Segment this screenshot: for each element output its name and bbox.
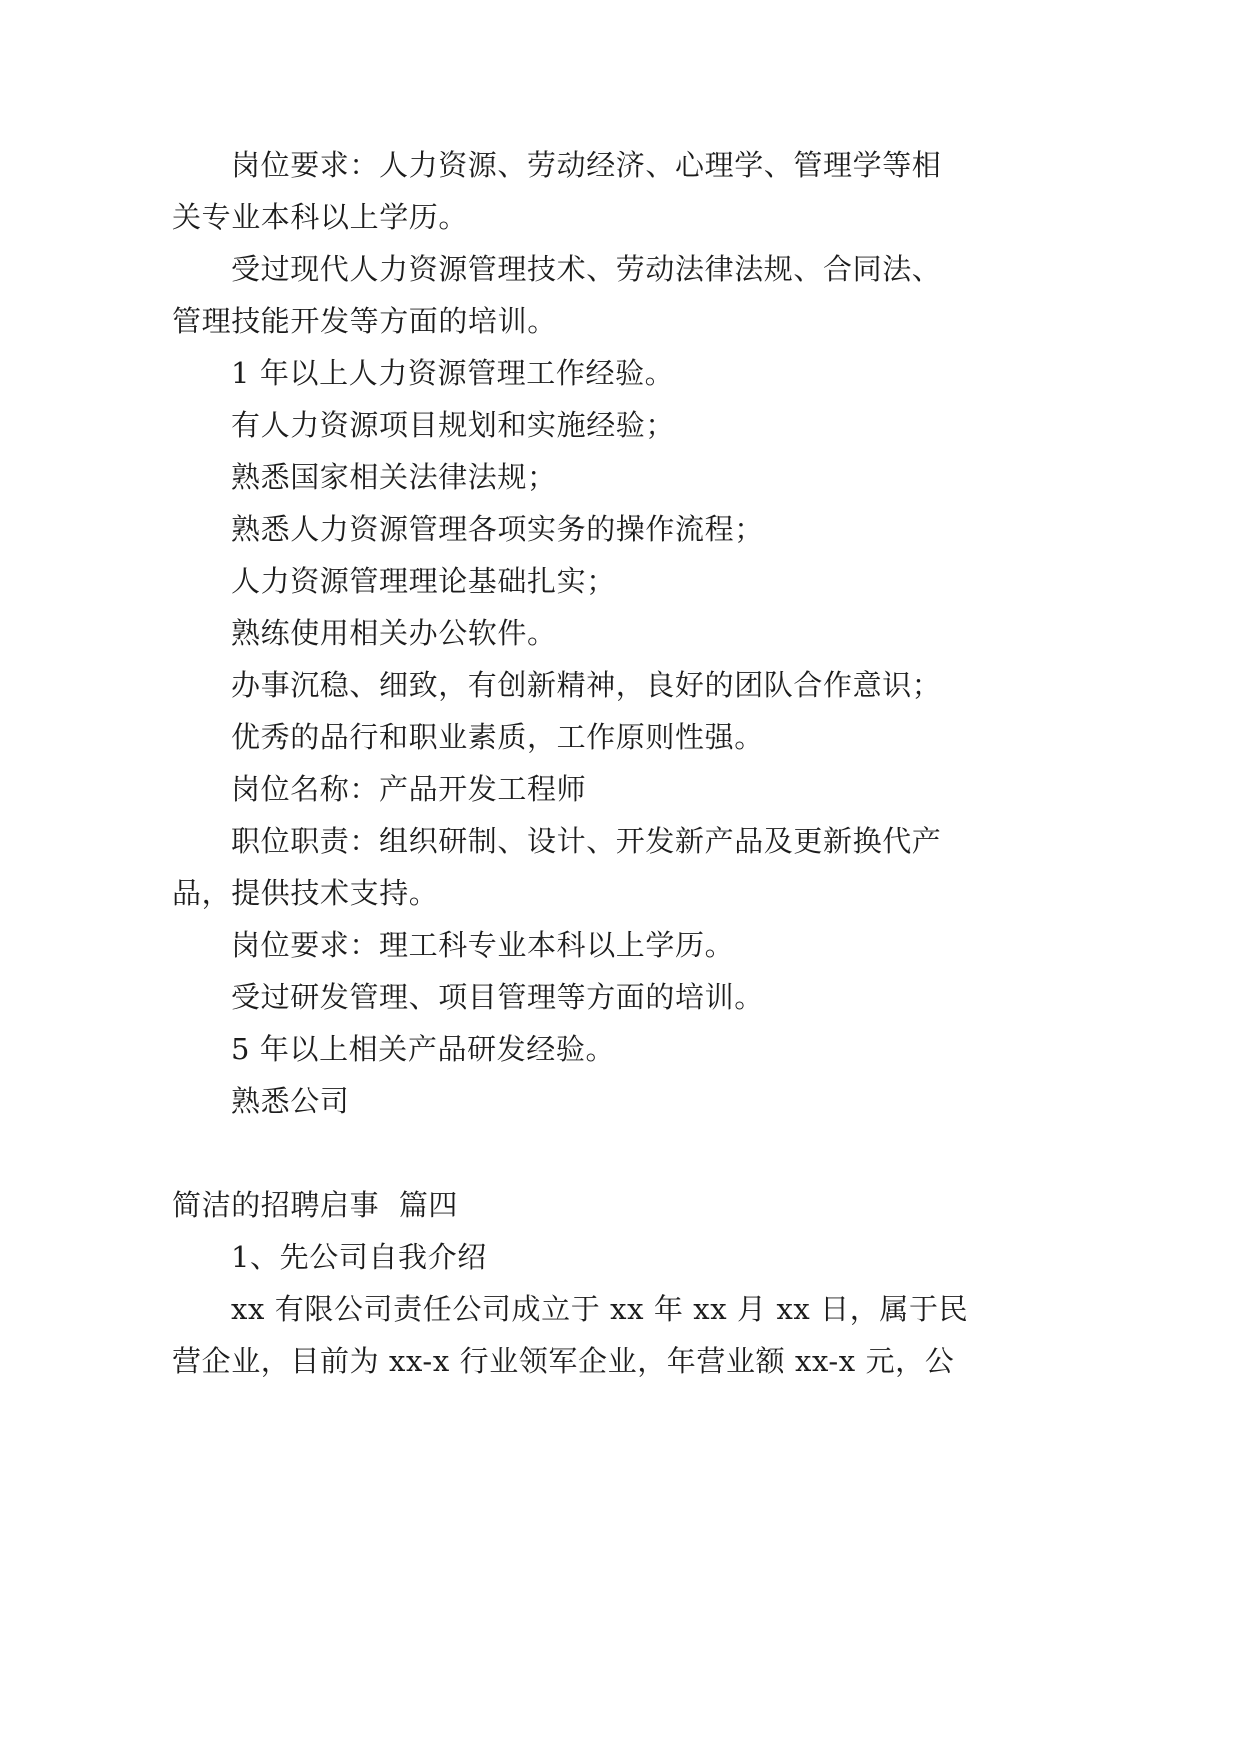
text-line: 受过研发管理、项目管理等方面的培训。 bbox=[231, 980, 764, 1014]
paragraph bbox=[172, 1231, 1241, 1283]
text-line: 营企业，目前为 xx-x 行业领军企业，年营业额 xx-x 元，公 bbox=[172, 1344, 955, 1378]
text-line: 人力资源管理理论基础扎实； bbox=[231, 564, 616, 598]
paragraph bbox=[172, 659, 1241, 711]
text-line: 管理技能开发等方面的培训。 bbox=[172, 304, 557, 338]
text-line: 1 年以上人力资源管理工作经验。 bbox=[231, 356, 675, 390]
paragraph bbox=[172, 815, 1241, 919]
paragraph bbox=[172, 1283, 1241, 1387]
text-line: 岗位要求：理工科专业本科以上学历。 bbox=[231, 928, 735, 962]
paragraph bbox=[172, 451, 1241, 503]
paragraph bbox=[172, 763, 1241, 815]
text-line: xx 有限公司责任公司成立于 xx 年 xx 月 xx 日，属于民 bbox=[231, 1292, 969, 1326]
paragraph bbox=[172, 347, 1241, 399]
paragraph bbox=[172, 503, 1241, 555]
paragraph bbox=[172, 971, 1241, 1023]
text-line: 熟悉公司 bbox=[231, 1084, 350, 1118]
paragraph bbox=[172, 607, 1241, 659]
paragraph bbox=[172, 399, 1241, 451]
section-heading: 简洁的招聘启事 篇四 bbox=[172, 1188, 459, 1222]
paragraph bbox=[172, 243, 1241, 347]
section bbox=[172, 1179, 1241, 1387]
text-line: 熟练使用相关办公软件。 bbox=[231, 616, 557, 650]
paragraph bbox=[172, 919, 1241, 971]
text-line: 5 年以上相关产品研发经验。 bbox=[231, 1032, 616, 1066]
text-line: 品，提供技术支持。 bbox=[172, 876, 439, 910]
text-line: 岗位名称：产品开发工程师 bbox=[231, 772, 587, 806]
paragraph bbox=[172, 1075, 1241, 1127]
paragraph bbox=[172, 711, 1241, 763]
text-line: 熟悉国家相关法律法规； bbox=[231, 460, 557, 494]
text-line: 职位职责：组织研制、设计、开发新产品及更新换代产 bbox=[231, 824, 942, 858]
text-line: 优秀的品行和职业素质，工作原则性强。 bbox=[231, 720, 764, 754]
text-line: 熟悉人力资源管理各项实务的操作流程； bbox=[231, 512, 764, 546]
text-line: 岗位要求：人力资源、劳动经济、心理学、管理学等相 bbox=[231, 148, 942, 182]
text-line: 有人力资源项目规划和实施经验； bbox=[231, 408, 676, 442]
text-line: 受过现代人力资源管理技术、劳动法律法规、合同法、 bbox=[231, 252, 942, 286]
paragraph bbox=[172, 555, 1241, 607]
text-line: 1、先公司自我介绍 bbox=[231, 1240, 487, 1274]
document-body bbox=[172, 139, 1241, 1127]
text-line: 办事沉稳、细致，有创新精神，良好的团队合作意识； bbox=[231, 668, 942, 702]
text-line: 关专业本科以上学历。 bbox=[172, 200, 469, 234]
paragraph bbox=[172, 139, 1241, 243]
paragraph bbox=[172, 1023, 1241, 1075]
